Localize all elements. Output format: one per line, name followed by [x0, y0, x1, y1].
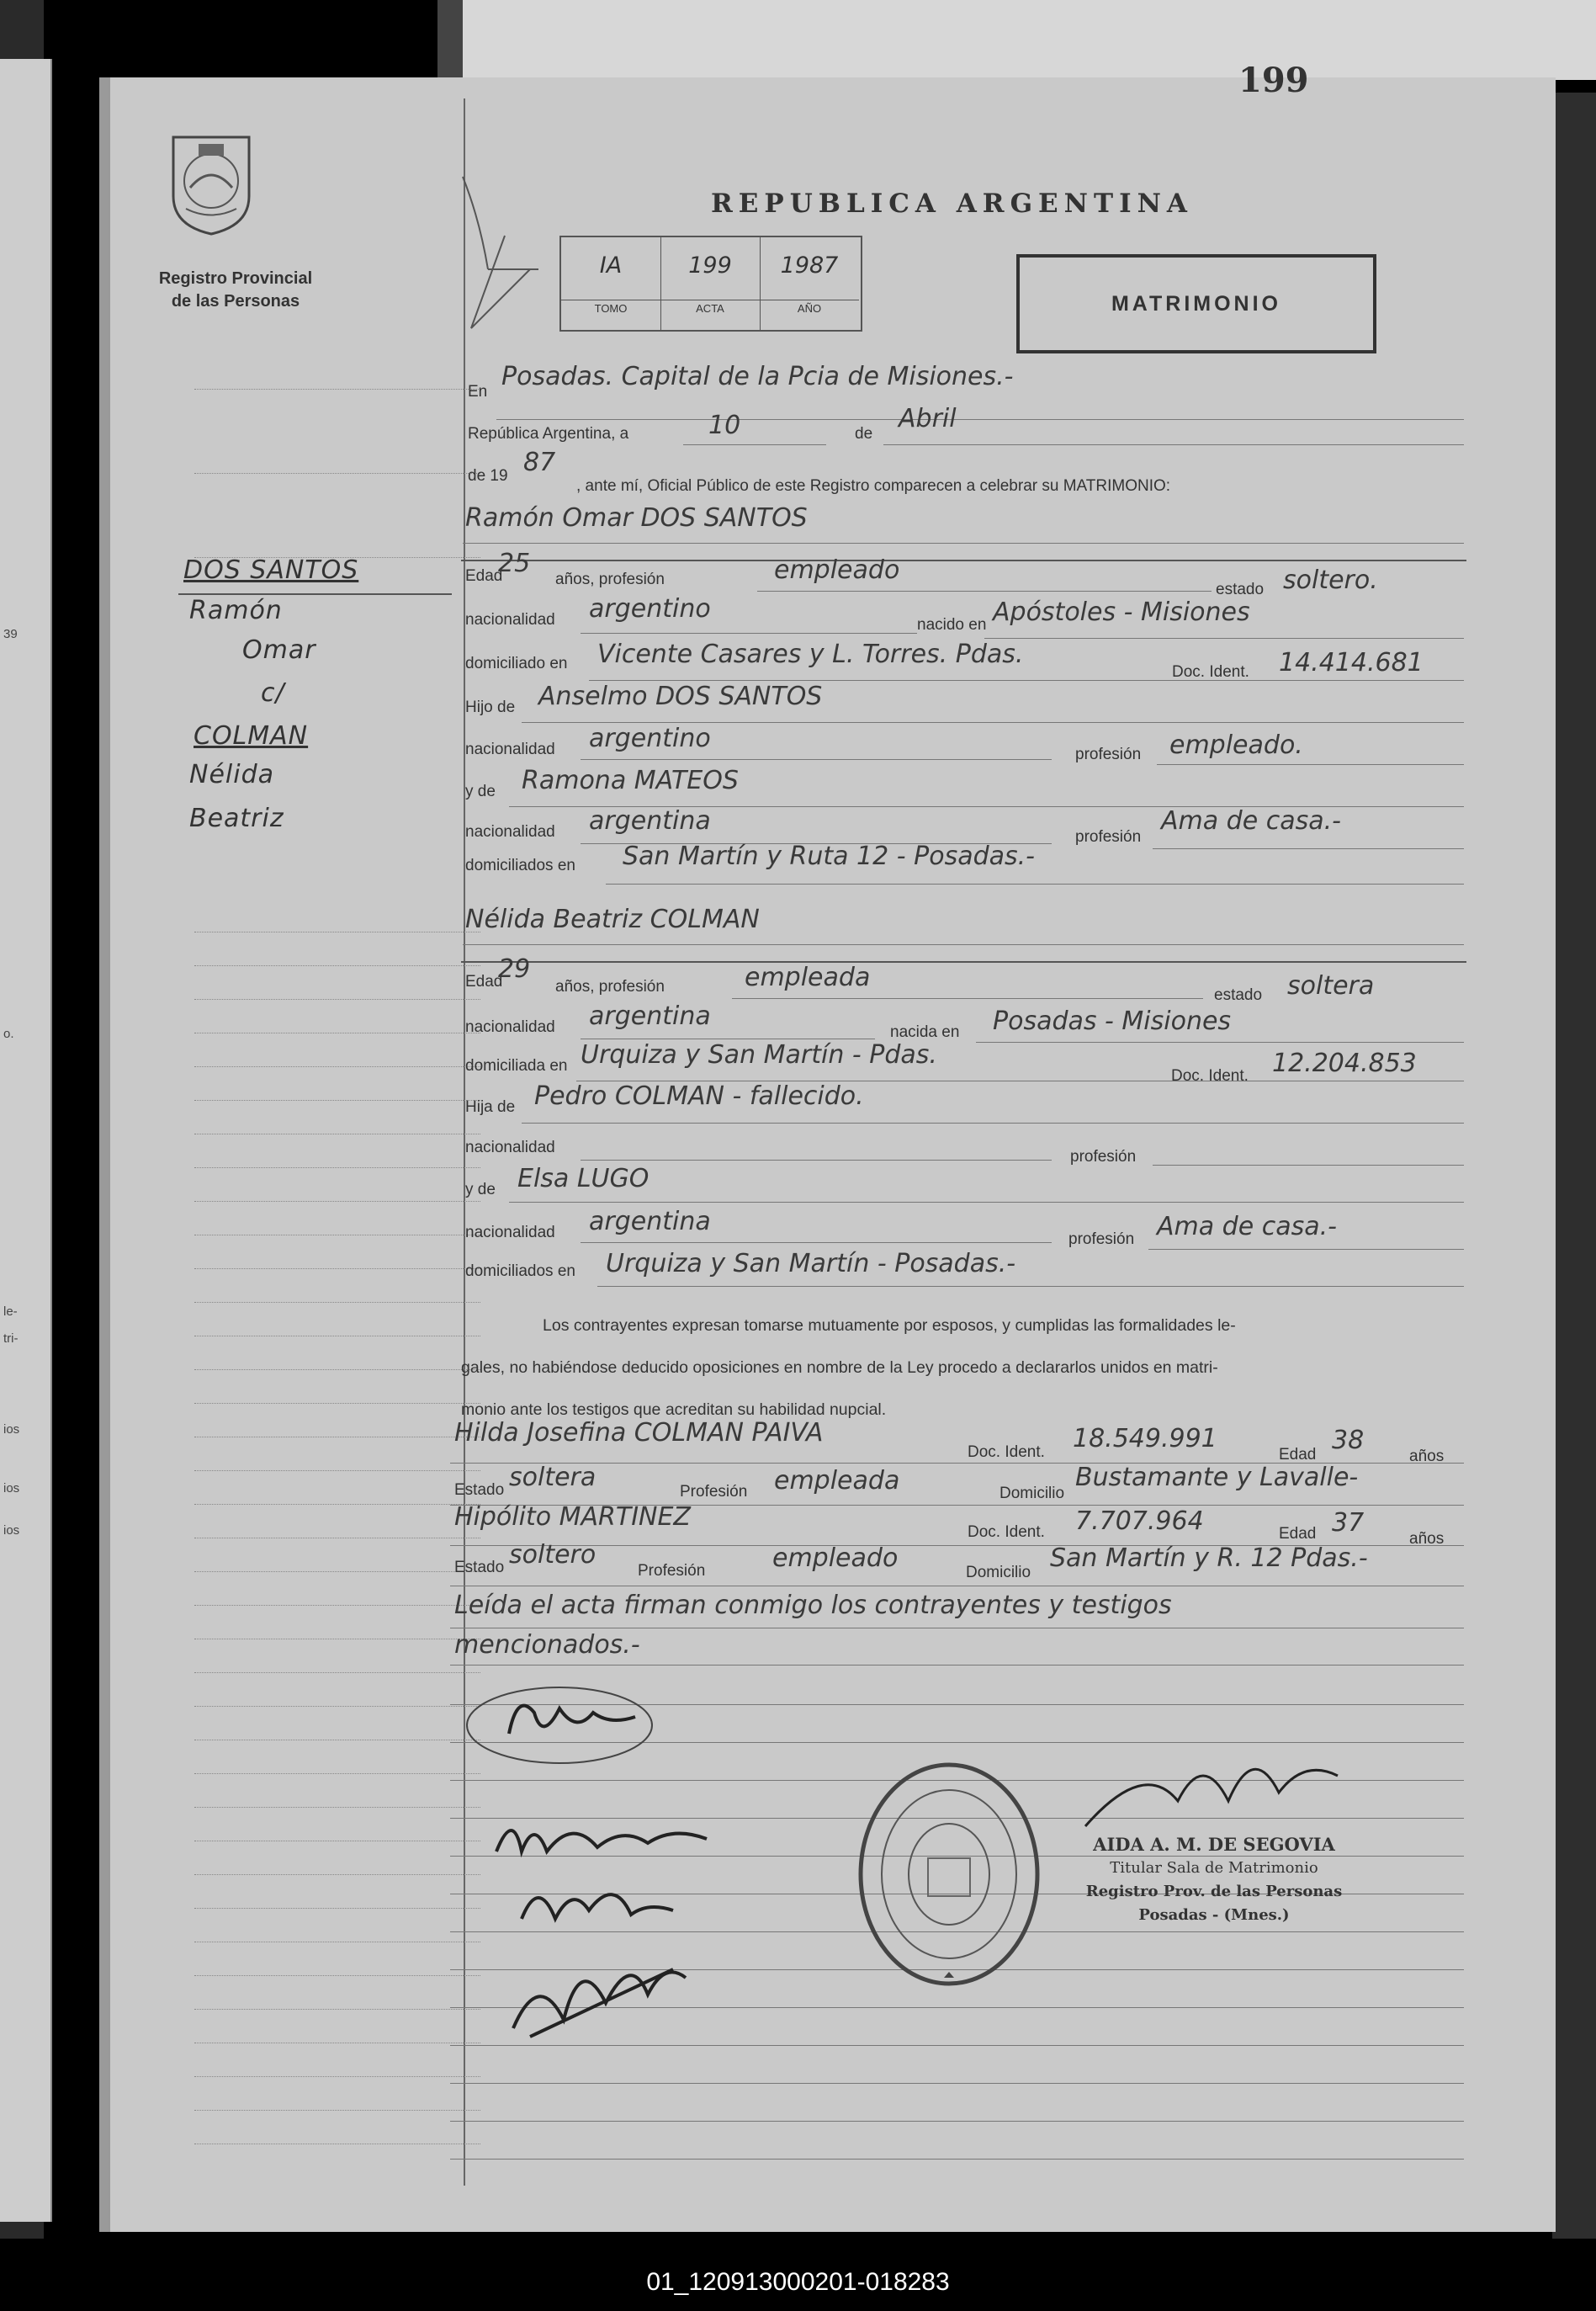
witness2-doc: 7.707.964 — [1075, 1506, 1204, 1536]
official-title-1: Titular Sala de Matrimonio — [1110, 1859, 1318, 1877]
page-gap — [437, 0, 463, 80]
bride-doc: 12.204.853 — [1272, 1049, 1417, 1078]
witness1-anios-label: años — [1409, 1448, 1445, 1465]
republica-label: República Argentina, a — [468, 425, 629, 443]
groom-parents-domicile: San Martín y Ruta 12 - Posadas.- — [623, 842, 1036, 871]
witness2-domicilio-label: Domicilio — [966, 1564, 1031, 1581]
record-type-box: MATRIMONIO — [1016, 254, 1376, 353]
bride-edad-label: Edad — [465, 973, 503, 991]
de-label: de — [855, 425, 873, 443]
witness1-domicilio-label: Domicilio — [999, 1485, 1065, 1502]
groom-divider — [461, 560, 1466, 561]
groom-age: 25 — [498, 549, 531, 578]
bride-age: 29 — [498, 954, 531, 984]
witness1-signature — [505, 1868, 690, 1944]
groom-estado-label: estado — [1216, 581, 1265, 598]
bride-nationality-label: nacionalidad — [465, 1018, 555, 1036]
bride-name: Nélida Beatriz COLMAN — [465, 905, 760, 934]
witness2-name: Hipólito MARTINEZ — [454, 1502, 691, 1532]
bride-estado-label: estado — [1214, 986, 1263, 1004]
bride-parents-dom-label: domiciliados en — [465, 1262, 575, 1280]
witness1-estado: soltera — [509, 1463, 597, 1492]
bride-birthplace: Posadas - Misiones — [993, 1007, 1232, 1036]
bride-doc-label: Doc. Ident. — [1171, 1067, 1249, 1085]
witness2-profesion-label: Profesión — [638, 1562, 706, 1580]
en-label: En — [468, 383, 488, 401]
bride-parents-domicile: Urquiza y San Martín - Posadas.- — [606, 1249, 1016, 1278]
groom-mother-nat-label: nacionalidad — [465, 823, 555, 841]
bride-profession: empleada — [745, 963, 871, 992]
bride-domicile: Urquiza y San Martín - Pdas. — [581, 1040, 937, 1070]
previous-page-edge: 39 o. le- tri- ios ios ios — [0, 59, 52, 2222]
tomo-label: TOMO — [561, 300, 660, 315]
closing-line-1: Leída el acta firman conmigo los contrayentes y testigos — [454, 1591, 1172, 1620]
year-prefix-label: de 19 — [468, 467, 508, 485]
official-signature-block — [1058, 1833, 1370, 1927]
bride-anios-label: años, profesión — [555, 978, 665, 996]
groom-birthplace: Apóstoles - Misiones — [993, 598, 1250, 627]
witness2-estado-label: Estado — [454, 1559, 505, 1576]
bride-mother-nat-label: nacionalidad — [465, 1224, 555, 1241]
declaration-line-3: monio ante los testigos que acreditan su habilidad nupcial. — [461, 1400, 887, 1419]
official-stamp-icon — [856, 1757, 1042, 1991]
groom-hijo-label: Hijo de — [465, 699, 516, 716]
witness1-doc-label: Doc. Ident. — [968, 1443, 1045, 1461]
witness2-signature — [505, 1936, 698, 2053]
groom-nationality: argentino — [589, 594, 711, 624]
groom-signature — [459, 1675, 686, 1767]
bride-mother: Elsa LUGO — [517, 1164, 650, 1193]
acta-value: 199 — [688, 252, 732, 279]
bride-mother-prof-label: profesión — [1068, 1230, 1135, 1248]
groom-domicile: Vicente Casares y L. Torres. Pdas. — [597, 640, 1024, 669]
groom-anios-label: años, profesión — [555, 571, 665, 588]
bride-yde-label: y de — [465, 1181, 496, 1198]
groom-doc: 14.414.681 — [1279, 648, 1424, 677]
groom-domicilio-label: domiciliado en — [465, 655, 568, 672]
bride-estado: soltera — [1287, 971, 1375, 1001]
bride-mother-profession: Ama de casa.- — [1157, 1212, 1337, 1241]
witness2-profession: empleado — [772, 1543, 899, 1573]
margin-note-rule — [178, 593, 452, 595]
file-id-caption: 01_120913000201-018283 — [646, 2268, 950, 2296]
witness2-doc-label: Doc. Ident. — [968, 1523, 1045, 1541]
margin-note-line-3: Omar — [242, 635, 316, 665]
ante-text: , ante mí, Oficial Público de este Registro comparecen a celebrar su MATRIMONIO: — [576, 477, 1171, 495]
witness1-edad-label: Edad — [1279, 1446, 1317, 1464]
closing-line-2: mencionados.- — [454, 1630, 640, 1660]
year-suffix-value: 87 — [523, 448, 556, 477]
official-title-2: Registro Prov. de las Personas — [1085, 1883, 1343, 1900]
witness2-edad-label: Edad — [1279, 1525, 1317, 1543]
groom-name: Ramón Omar DOS SANTOS — [465, 503, 808, 533]
witness1-age: 38 — [1332, 1426, 1365, 1455]
margin-note-line-6: Nélida — [189, 760, 274, 789]
groom-mother: Ramona MATEOS — [522, 766, 739, 795]
groom-nationality-label: nacionalidad — [465, 611, 555, 629]
month-value: Abril — [899, 404, 957, 433]
groom-estado: soltero. — [1283, 566, 1378, 595]
anio-value: 1987 — [780, 252, 839, 279]
groom-nacido-label: nacido en — [917, 616, 987, 634]
tomo-acta-anio-box — [559, 236, 862, 332]
groom-father-prof-label: profesión — [1075, 746, 1142, 763]
bride-signature — [488, 1801, 724, 1877]
provincial-seal-icon — [165, 129, 257, 238]
bride-father-prof-label: profesión — [1070, 1148, 1137, 1166]
office-line-2: de las Personas — [171, 292, 300, 311]
bride-nacida-label: nacida en — [890, 1023, 960, 1041]
groom-father: Anselmo DOS SANTOS — [538, 682, 823, 711]
groom-father-nationality: argentino — [589, 724, 711, 753]
office-name — [118, 268, 353, 313]
witness1-domicile: Bustamante y Lavalle- — [1075, 1463, 1359, 1492]
groom-parents-dom-label: domiciliados en — [465, 857, 575, 874]
margin-note-line-2: Ramón — [189, 596, 283, 625]
witness2-estado: soltero — [509, 1540, 597, 1570]
groom-yde-label: y de — [465, 783, 496, 800]
bride-domicilio-label: domiciliada en — [465, 1057, 568, 1075]
witness1-estado-label: Estado — [454, 1481, 505, 1499]
witness1-profession: empleada — [774, 1466, 900, 1496]
official-title-3: Posadas - (Mnes.) — [1138, 1906, 1290, 1924]
day-value: 10 — [708, 411, 741, 440]
bride-father: Pedro COLMAN - fallecido. — [534, 1081, 864, 1111]
office-line-1: Registro Provincial — [158, 269, 313, 288]
tomo-value: IA — [599, 252, 623, 279]
bride-hija-label: Hija de — [465, 1098, 516, 1116]
next-page-edge — [437, 0, 1596, 80]
official-name: AIDA A. M. DE SEGOVIA — [1093, 1834, 1335, 1855]
bride-father-nat-label: nacionalidad — [465, 1139, 555, 1156]
margin-note-line-5: COLMAN — [194, 721, 309, 751]
page-number: 199 — [1238, 61, 1309, 100]
margin-note-line-1: DOS SANTOS — [183, 555, 359, 585]
witness1-profesion-label: Profesión — [680, 1483, 748, 1501]
witness2-age: 37 — [1332, 1508, 1365, 1538]
margin-note-line-7: Beatriz — [189, 804, 284, 833]
bride-divider — [461, 961, 1466, 963]
place-value: Posadas. Capital de la Pcia de Misiones.- — [501, 362, 1014, 391]
groom-mother-profession: Ama de casa.- — [1161, 806, 1341, 836]
witness1-doc: 18.549.991 — [1073, 1424, 1217, 1453]
declaration-line-1: Los contrayentes expresan tomarse mutuamente por esposos, y cumplidas las formalidades le- — [543, 1316, 1236, 1335]
country-title: REPUBLICA ARGENTINA — [711, 189, 1193, 219]
acta-label: ACTA — [660, 300, 760, 315]
margin-note-line-4: c/ — [261, 678, 285, 708]
groom-doc-label: Doc. Ident. — [1172, 663, 1249, 681]
groom-father-profession: empleado. — [1169, 730, 1303, 760]
witness1-name: Hilda Josefina COLMAN PAIVA — [454, 1418, 824, 1448]
groom-profession: empleado — [774, 555, 900, 585]
right-edge-shadow — [1552, 93, 1596, 2247]
pencil-arrow-mark — [454, 168, 547, 353]
anio-label: AÑO — [760, 300, 859, 315]
groom-edad-label: Edad — [465, 567, 503, 585]
witness2-domicile: San Martín y R. 12 Pdas.- — [1050, 1543, 1368, 1573]
groom-father-nat-label: nacionalidad — [465, 741, 555, 758]
witness2-anios-label: años — [1409, 1530, 1445, 1548]
official-signature — [1077, 1725, 1355, 1835]
declaration-line-2: gales, no habiéndose deducido oposiciones en nombre de la Ley procedo a declararlos unidos en matri- — [461, 1358, 1218, 1377]
bride-nationality: argentina — [589, 1001, 711, 1031]
groom-mother-nationality: argentina — [589, 806, 711, 836]
groom-mother-prof-label: profesión — [1075, 828, 1142, 846]
bride-mother-nationality: argentina — [589, 1207, 711, 1236]
